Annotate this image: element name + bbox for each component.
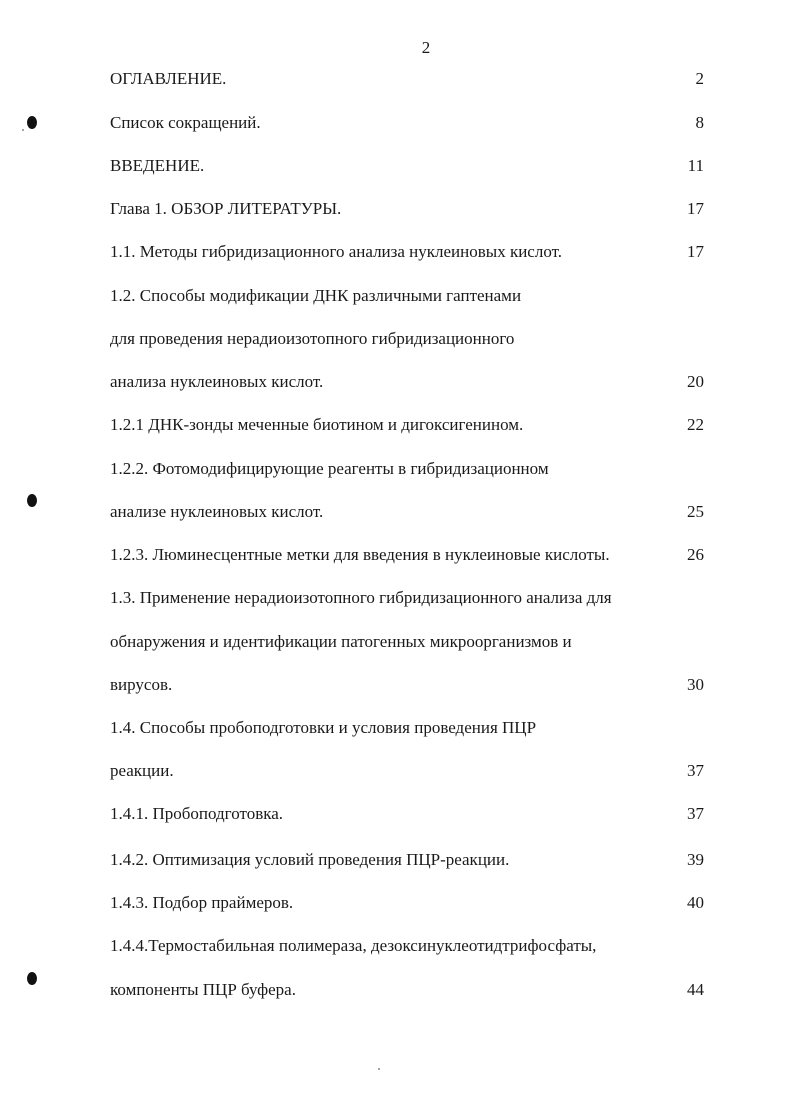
toc-entry-text: анализа нуклеиновых кислот. <box>110 372 324 391</box>
toc-entry-text: 1.2.3. Люминесцентные метки для введения в нуклеиновые кислоты. <box>110 545 610 564</box>
toc-entry-text: ВВЕДЕНИЕ. <box>110 156 205 175</box>
toc-entry-text: 1.4.2. Оптимизация условий проведения ПЦР-реакции. <box>110 850 510 869</box>
toc-entry-text: реакции. <box>110 761 174 780</box>
toc-entry-text: 1.2.1 ДНК-зонды меченные биотином и дигоксигенином. <box>110 415 524 434</box>
toc-entry-page: 8 <box>695 113 704 132</box>
toc-entry-page: 37 <box>687 804 704 823</box>
toc-entry-page: 30 <box>687 675 704 694</box>
toc-entry-text: компоненты ПЦР буфера. <box>110 980 296 999</box>
toc-entry-page: 22 <box>687 415 704 434</box>
toc-entry-text: 1.2.2. Фотомодифицирующие реагенты в гибридизационном <box>110 459 549 478</box>
toc-entry-text: ОГЛАВЛЕНИЕ. <box>110 69 227 88</box>
toc-entry-page: 2 <box>695 69 704 88</box>
toc-entry-text: анализе нуклеиновых кислот. <box>110 502 324 521</box>
toc-entry-page: 20 <box>687 372 704 391</box>
toc-entry-page: 26 <box>687 545 704 564</box>
toc-entry-text: 1.4. Способы пробоподготовки и условия проведения ПЦР <box>110 718 537 737</box>
toc-entry-text: 1.4.1. Пробоподготовка. <box>110 804 284 823</box>
toc-entry-text: обнаружения и идентификации патогенных микроорганизмов и <box>110 632 572 651</box>
toc-entry-page: 39 <box>687 850 704 869</box>
toc-entry-text: 1.4.4.Термостабильная полимераза, дезоксинуклеотидтрифосфаты, <box>110 936 597 955</box>
binder-hole-mark <box>27 116 37 129</box>
toc-entry-text: вирусов. <box>110 675 173 694</box>
toc-entry-page: 11 <box>687 156 704 175</box>
toc-entry-text: Глава 1. ОБЗОР ЛИТЕРАТУРЫ. <box>110 199 342 218</box>
toc-entry-page: 40 <box>687 893 704 912</box>
toc-entry-page: 25 <box>687 502 704 521</box>
toc-entry-page: 17 <box>687 242 704 261</box>
binder-hole-mark <box>27 972 37 985</box>
toc-entry-text: 1.1. Методы гибридизационного анализа нуклеиновых кислот. <box>110 242 563 261</box>
toc-entry-text: 1.2. Способы модификации ДНК различными гаптенами <box>110 286 522 305</box>
toc-entry-page: 17 <box>687 199 704 218</box>
toc-entry-text: Список сокращений. <box>110 113 261 132</box>
toc-entry-page: 44 <box>687 980 704 999</box>
toc-entry-text: 1.4.3. Подбор праймеров. <box>110 893 294 912</box>
binder-hole-mark <box>27 494 37 507</box>
toc-entry-text: 1.3. Применение нерадиоизотопного гибридизационного анализа для <box>110 588 612 607</box>
toc-entry-page: 37 <box>687 761 704 780</box>
scan-speck <box>378 1068 380 1070</box>
page-number: 2 <box>421 38 431 57</box>
scan-speck <box>22 129 24 131</box>
toc-entry-text: для проведения нерадиоизотопного гибридизационного <box>110 329 515 348</box>
